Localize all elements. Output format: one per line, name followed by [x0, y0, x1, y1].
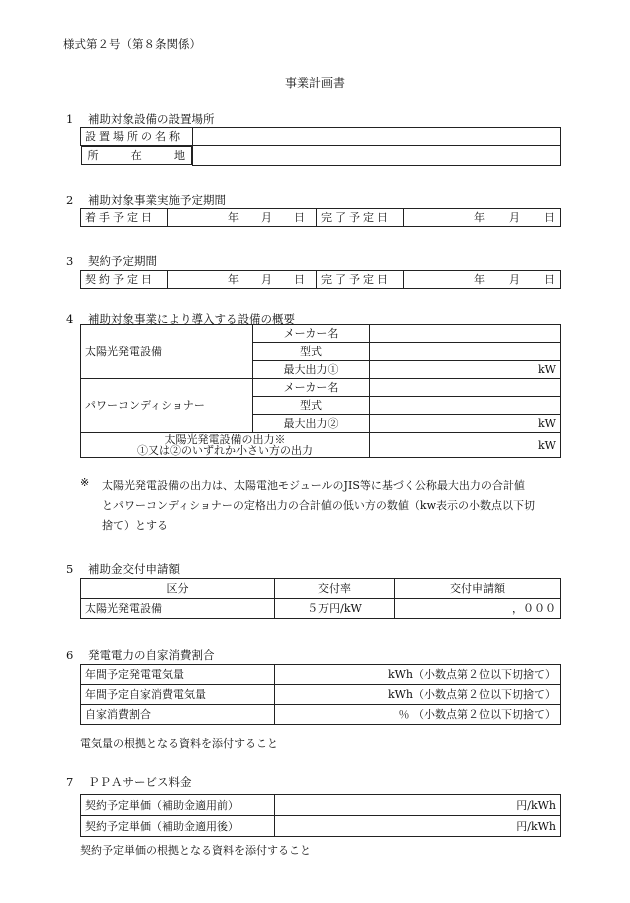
contract-table: [80, 270, 561, 289]
solar-label: 太陽光発電設備: [81, 325, 253, 379]
ppa-table: [80, 794, 561, 837]
solar-model-label: 型式: [253, 343, 370, 361]
solar-maker-field[interactable]: [370, 325, 561, 343]
pcs-maker-field[interactable]: [370, 379, 561, 397]
form-number: 様式第２号（第８条関係）: [63, 37, 201, 51]
category-header: 区分: [81, 579, 275, 599]
equipment-table: [80, 324, 561, 458]
solar-model-field[interactable]: [370, 343, 561, 361]
self-consumption-label: 年間予定自家消費電気量: [81, 685, 275, 705]
price-after-label: 契約予定単価（補助金適用後）: [81, 816, 275, 837]
note-mark: ※: [80, 476, 90, 489]
price-before-field[interactable]: 円/kWh: [275, 795, 561, 816]
end-date-field[interactable]: 年 月 日: [404, 209, 561, 227]
annual-generation-label: 年間予定発電電気量: [81, 665, 275, 685]
section-5-heading: 5 補助金交付申請額: [66, 562, 180, 576]
contract-date-label: 契約予定日: [81, 271, 168, 289]
solar-output-field[interactable]: kW: [370, 361, 561, 379]
rate-header: 交付率: [275, 579, 395, 599]
contract-date-field[interactable]: 年 月 日: [168, 271, 317, 289]
pcs-model-field[interactable]: [370, 397, 561, 415]
period-table: [80, 208, 561, 227]
section-2-heading: 2 補助対象事業実施予定期間: [66, 193, 226, 207]
section-1-heading: 1 補助対象設備の設置場所: [66, 112, 215, 126]
pcs-maker-label: メーカー名: [253, 379, 370, 397]
consumption-table: [80, 664, 561, 725]
subsidy-row-label: 太陽光発電設備: [81, 599, 275, 619]
section-3-heading: 3 契約予定期間: [66, 254, 157, 268]
page-title: 事業計画書: [284, 76, 345, 90]
contract-end-label: 完了予定日: [317, 271, 404, 289]
pcs-output-label: 最大出力②: [253, 415, 370, 433]
address-label: 所 在 地: [81, 146, 193, 165]
solar-output-label: 最大出力①: [253, 361, 370, 379]
subsidy-amount-field[interactable]: ，０００: [395, 599, 561, 619]
contract-end-field[interactable]: 年 月 日: [404, 271, 561, 289]
subsidy-table: [80, 578, 561, 619]
price-before-label: 契約予定単価（補助金適用前）: [81, 795, 275, 816]
ppa-note: 契約予定単価の根拠となる資料を添付すること: [80, 844, 311, 857]
pcs-label: パワーコンディショナー: [81, 379, 253, 433]
location-table: [80, 127, 561, 166]
end-date-label: 完了予定日: [317, 209, 404, 227]
combined-output-field[interactable]: kW: [370, 433, 561, 458]
amount-header: 交付申請額: [395, 579, 561, 599]
consumption-note: 電気量の根拠となる資料を添付すること: [80, 737, 278, 750]
location-name-label: 設置場所の名称: [81, 128, 193, 146]
consumption-ratio-field[interactable]: ％ （小数点第２位以下切捨て）: [275, 705, 561, 725]
annual-generation-field[interactable]: kWh（小数点第２位以下切捨て）: [275, 665, 561, 685]
combined-output-label: 太陽光発電設備の出力※ ①又は②のいずれか小さい方の出力: [81, 433, 370, 458]
solar-maker-label: メーカー名: [253, 325, 370, 343]
self-consumption-field[interactable]: kWh（小数点第２位以下切捨て）: [275, 685, 561, 705]
pcs-output-field[interactable]: kW: [370, 415, 561, 433]
section-4-heading: 4 補助対象事業により導入する設備の概要: [66, 312, 295, 326]
subsidy-rate: ５万円/kW: [275, 599, 395, 619]
consumption-ratio-label: 自家消費割合: [81, 705, 275, 725]
start-date-label: 着手予定日: [81, 209, 168, 227]
start-date-field[interactable]: 年 月 日: [168, 209, 317, 227]
section-6-heading: 6 発電電力の自家消費割合: [66, 648, 215, 662]
address-field[interactable]: [193, 146, 561, 166]
equipment-note: 太陽光発電設備の出力は、太陽電池モジュールのJIS等に基づく公称最大出力の合計値 とパワーコンディショナーの定格出力の合計値の低い方の数値（kw表示の小数点以下切 捨て）とする: [102, 479, 535, 532]
section-7-heading: 7 ＰＰＡサービス料金: [66, 775, 192, 789]
pcs-model-label: 型式: [253, 397, 370, 415]
price-after-field[interactable]: 円/kWh: [275, 816, 561, 837]
location-name-field[interactable]: [193, 128, 561, 146]
